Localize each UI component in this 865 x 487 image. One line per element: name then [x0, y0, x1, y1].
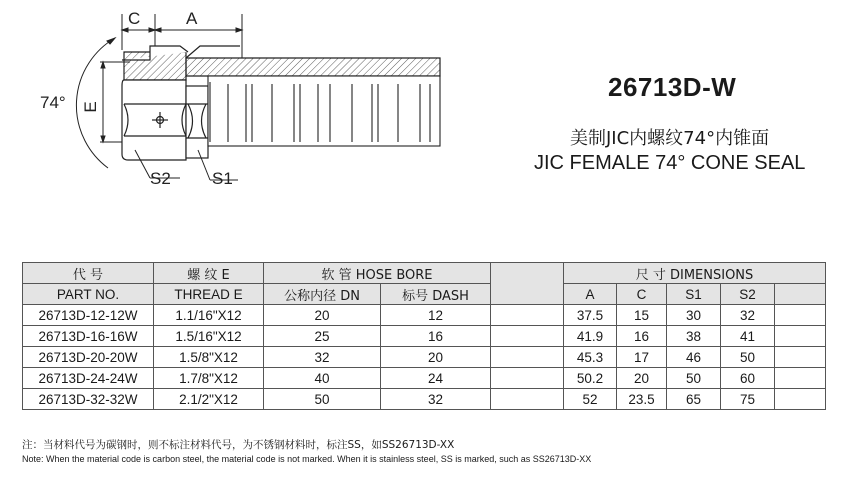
cell-s2: 50 [721, 347, 775, 368]
cell-part: 26713D-20-20W [23, 347, 154, 368]
cell-blank [491, 326, 564, 347]
cell-s1: 46 [667, 347, 721, 368]
cell-s1: 38 [667, 326, 721, 347]
cell-c: 17 [617, 347, 667, 368]
cell-blank [491, 305, 564, 326]
cell-a: 41.9 [564, 326, 617, 347]
cell-part: 26713D-12-12W [23, 305, 154, 326]
cell-part: 26713D-16-16W [23, 326, 154, 347]
cell-dash: 32 [381, 389, 491, 410]
table-row [23, 389, 826, 410]
hex-nut [122, 46, 188, 160]
fitting-drawing [0, 0, 470, 200]
cell-c: 15 [617, 305, 667, 326]
cell-a: 52 [564, 389, 617, 410]
cell-s2: 41 [721, 326, 775, 347]
cell-blank [775, 368, 826, 389]
cell-c: 23.5 [617, 389, 667, 410]
header-nominal-dn: 公称内径 DN [264, 284, 381, 305]
table-row [23, 305, 826, 326]
cell-blank [775, 389, 826, 410]
cell-blank [491, 347, 564, 368]
hose-stem [208, 76, 440, 146]
cell-s2: 75 [721, 389, 775, 410]
cell-dash: 16 [381, 326, 491, 347]
header-part-no: PART NO. [23, 284, 154, 305]
cell-blank [775, 305, 826, 326]
dim-c-label: C [128, 9, 141, 28]
header-thread: THREAD E [154, 284, 264, 305]
body-section [186, 46, 440, 76]
header-hose-bore: 软 管 HOSE BORE [264, 263, 491, 284]
cell-part: 26713D-24-24W [23, 368, 154, 389]
cell-a: 37.5 [564, 305, 617, 326]
header-row-2 [23, 284, 826, 305]
angle-label: 74° [40, 93, 66, 112]
header-part-no-cn: 代 号 [23, 263, 154, 284]
dim-a-label: A [186, 9, 198, 28]
title-chinese: 美制JIC内螺纹74°内锥面 [570, 128, 770, 149]
table-row [23, 326, 826, 347]
part-number: 26713D-W [608, 72, 737, 102]
cell-dn: 50 [264, 389, 381, 410]
table-row [23, 347, 826, 368]
table-row [23, 368, 826, 389]
cell-thread: 2.1/2"X12 [154, 389, 264, 410]
cell-s1: 50 [667, 368, 721, 389]
cell-thread: 1.5/8"X12 [154, 347, 264, 368]
header-dash: 标号 DASH [381, 284, 491, 305]
cell-s1: 65 [667, 389, 721, 410]
cell-s2: 60 [721, 368, 775, 389]
cell-c: 16 [617, 326, 667, 347]
s1-label: S1 [212, 169, 233, 188]
cell-thread: 1.5/16"X12 [154, 326, 264, 347]
cell-dn: 32 [264, 347, 381, 368]
dim-e-label: E [81, 101, 100, 113]
cell-dn: 20 [264, 305, 381, 326]
cell-s2: 32 [721, 305, 775, 326]
header-blank-2 [775, 284, 826, 305]
header-blank-1 [491, 263, 564, 305]
header-thread-cn: 螺 纹 E [154, 263, 264, 284]
cell-blank [491, 368, 564, 389]
header-dimensions: 尺 寸 DIMENSIONS [564, 263, 826, 284]
header-c: C [617, 284, 667, 305]
cell-dn: 25 [264, 326, 381, 347]
note-english: Note: When the material code is carbon steel, the material code is not marked. When it is stainless steel, SS is marked, such as SS26713D-XX [22, 454, 592, 464]
cell-a: 45.3 [564, 347, 617, 368]
header-s1: S1 [667, 284, 721, 305]
cell-blank [491, 389, 564, 410]
cell-dash: 20 [381, 347, 491, 368]
title-english: JIC FEMALE 74° CONE SEAL [534, 152, 806, 174]
spec-table [22, 262, 826, 410]
s2-label: S2 [150, 169, 171, 188]
header-a: A [564, 284, 617, 305]
cell-a: 50.2 [564, 368, 617, 389]
cell-dash: 24 [381, 368, 491, 389]
cell-c: 20 [617, 368, 667, 389]
cell-blank [775, 326, 826, 347]
cell-dash: 12 [381, 305, 491, 326]
header-row-1 [23, 263, 826, 284]
cell-thread: 1.1/16"X12 [154, 305, 264, 326]
cell-thread: 1.7/8"X12 [154, 368, 264, 389]
cell-blank [775, 347, 826, 368]
inner-hex [186, 86, 208, 158]
cell-s1: 30 [667, 305, 721, 326]
cell-part: 26713D-32-32W [23, 389, 154, 410]
header-s2: S2 [721, 284, 775, 305]
cell-dn: 40 [264, 368, 381, 389]
notes [22, 438, 591, 466]
note-chinese: 注：当材料代号为碳钢时，则不标注材料代号，为不锈钢材料时，标注SS，如SS26713D-XX [22, 439, 455, 451]
